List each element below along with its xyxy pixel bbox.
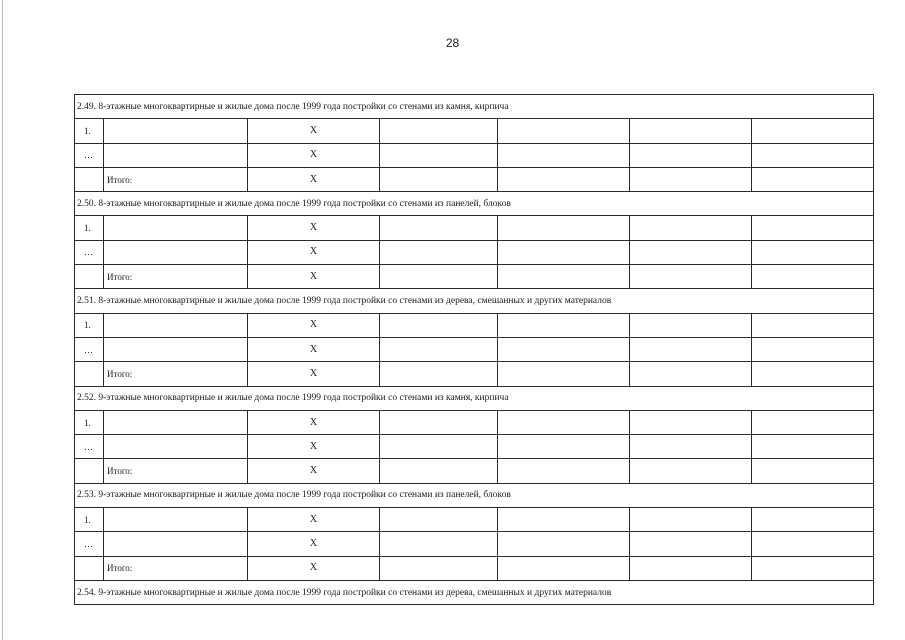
value-cell xyxy=(498,410,630,434)
row-name-cell xyxy=(104,532,248,556)
row-name-cell xyxy=(104,119,248,143)
value-cell xyxy=(752,265,874,289)
value-cell xyxy=(498,337,630,361)
value-cell xyxy=(630,216,752,240)
value-cell xyxy=(380,532,498,556)
row-name-cell: Итого: xyxy=(104,265,248,289)
value-cell xyxy=(630,167,752,191)
table-row xyxy=(75,119,874,143)
table-row xyxy=(75,167,874,191)
table-row xyxy=(75,532,874,556)
row-number-cell xyxy=(75,362,104,386)
section-title: 2.50. 8-этажные многоквартирные и жилые дома после 1999 года постройки со стенами из панелей, блоков xyxy=(75,192,874,216)
mark-cell: X xyxy=(248,362,380,386)
value-cell xyxy=(498,265,630,289)
row-name-cell xyxy=(104,435,248,459)
mark-cell: X xyxy=(248,459,380,483)
value-cell xyxy=(498,435,630,459)
value-cell xyxy=(380,143,498,167)
row-number-cell: 1. xyxy=(75,216,104,240)
value-cell xyxy=(752,410,874,434)
row-name-cell xyxy=(104,337,248,361)
row-number-cell: … xyxy=(75,532,104,556)
value-cell xyxy=(752,167,874,191)
value-cell xyxy=(380,313,498,337)
value-cell xyxy=(752,435,874,459)
value-cell xyxy=(498,508,630,532)
row-number-cell: 1. xyxy=(75,313,104,337)
mark-cell: X xyxy=(248,240,380,264)
value-cell xyxy=(752,362,874,386)
value-cell xyxy=(380,337,498,361)
value-cell xyxy=(498,216,630,240)
mark-cell: X xyxy=(248,556,380,580)
value-cell xyxy=(380,435,498,459)
table-body xyxy=(75,95,874,605)
value-cell xyxy=(752,216,874,240)
mark-cell: X xyxy=(248,143,380,167)
value-cell xyxy=(498,362,630,386)
row-number-cell: … xyxy=(75,337,104,361)
mark-cell: X xyxy=(248,410,380,434)
row-name-cell xyxy=(104,313,248,337)
mark-cell: X xyxy=(248,532,380,556)
row-name-cell xyxy=(104,410,248,434)
value-cell xyxy=(630,265,752,289)
table-row xyxy=(75,508,874,532)
table-row xyxy=(75,240,874,264)
section-header-row xyxy=(75,95,874,119)
row-number-cell xyxy=(75,556,104,580)
row-name-cell xyxy=(104,240,248,264)
value-cell xyxy=(380,459,498,483)
value-cell xyxy=(630,508,752,532)
value-cell xyxy=(630,435,752,459)
value-cell xyxy=(630,362,752,386)
housing-table xyxy=(74,94,874,605)
row-name-cell: Итого: xyxy=(104,556,248,580)
value-cell xyxy=(752,556,874,580)
mark-cell: X xyxy=(248,337,380,361)
row-name-cell xyxy=(104,216,248,240)
section-header-row xyxy=(75,483,874,507)
value-cell xyxy=(380,119,498,143)
value-cell xyxy=(380,216,498,240)
row-number-cell: 1. xyxy=(75,410,104,434)
section-title: 2.49. 8-этажные многоквартирные и жилые дома после 1999 года постройки со стенами из камня, кирпича xyxy=(75,95,874,119)
table-row xyxy=(75,435,874,459)
page-number: 28 xyxy=(445,36,460,50)
value-cell xyxy=(498,532,630,556)
section-header-row xyxy=(75,580,874,604)
value-cell xyxy=(630,119,752,143)
section-header-row xyxy=(75,289,874,313)
mark-cell: X xyxy=(248,216,380,240)
row-number-cell: 1. xyxy=(75,508,104,532)
table-row xyxy=(75,265,874,289)
value-cell xyxy=(380,167,498,191)
section-header-row xyxy=(75,192,874,216)
value-cell xyxy=(380,410,498,434)
value-cell xyxy=(630,410,752,434)
value-cell xyxy=(752,119,874,143)
value-cell xyxy=(630,143,752,167)
table-row xyxy=(75,459,874,483)
section-title: 2.52. 9-этажные многоквартирные и жилые дома после 1999 года постройки со стенами из камня, кирпича xyxy=(75,386,874,410)
table-row xyxy=(75,337,874,361)
value-cell xyxy=(630,459,752,483)
mark-cell: X xyxy=(248,119,380,143)
mark-cell: X xyxy=(248,435,380,459)
row-name-cell xyxy=(104,508,248,532)
value-cell xyxy=(630,337,752,361)
value-cell xyxy=(380,240,498,264)
value-cell xyxy=(752,459,874,483)
table-row xyxy=(75,556,874,580)
mark-cell: X xyxy=(248,313,380,337)
mark-cell: X xyxy=(248,508,380,532)
value-cell xyxy=(498,119,630,143)
mark-cell: X xyxy=(248,167,380,191)
value-cell xyxy=(630,532,752,556)
value-cell xyxy=(380,265,498,289)
table-row xyxy=(75,362,874,386)
value-cell xyxy=(630,240,752,264)
row-number-cell: … xyxy=(75,435,104,459)
section-title: 2.51. 8-этажные многоквартирные и жилые дома после 1999 года постройки со стенами из дерева, смешанных и других материалов xyxy=(75,289,874,313)
value-cell xyxy=(630,313,752,337)
value-cell xyxy=(498,240,630,264)
section-title: 2.53. 9-этажные многоквартирные и жилые дома после 1999 года постройки со стенами из панелей, блоков xyxy=(75,483,874,507)
value-cell xyxy=(498,459,630,483)
table-row xyxy=(75,143,874,167)
section-header-row xyxy=(75,386,874,410)
value-cell xyxy=(498,556,630,580)
value-cell xyxy=(752,313,874,337)
row-number-cell xyxy=(75,459,104,483)
value-cell xyxy=(380,362,498,386)
section-title: 2.54. 9-этажные многоквартирные и жилые дома после 1999 года постройки со стенами из дерева, смешанных и других материалов xyxy=(75,580,874,604)
row-number-cell: … xyxy=(75,143,104,167)
row-name-cell: Итого: xyxy=(104,167,248,191)
row-number-cell xyxy=(75,265,104,289)
row-number-cell xyxy=(75,167,104,191)
value-cell xyxy=(498,313,630,337)
value-cell xyxy=(380,508,498,532)
mark-cell: X xyxy=(248,265,380,289)
value-cell xyxy=(752,337,874,361)
value-cell xyxy=(752,143,874,167)
value-cell xyxy=(752,508,874,532)
value-cell xyxy=(498,167,630,191)
value-cell xyxy=(630,556,752,580)
value-cell xyxy=(380,556,498,580)
scan-edge-line xyxy=(2,0,3,640)
row-name-cell xyxy=(104,143,248,167)
row-number-cell: … xyxy=(75,240,104,264)
value-cell xyxy=(752,240,874,264)
table-row xyxy=(75,313,874,337)
table-row xyxy=(75,410,874,434)
row-name-cell: Итого: xyxy=(104,459,248,483)
table-row xyxy=(75,216,874,240)
row-name-cell: Итого: xyxy=(104,362,248,386)
value-cell xyxy=(498,143,630,167)
row-number-cell: 1. xyxy=(75,119,104,143)
value-cell xyxy=(752,532,874,556)
